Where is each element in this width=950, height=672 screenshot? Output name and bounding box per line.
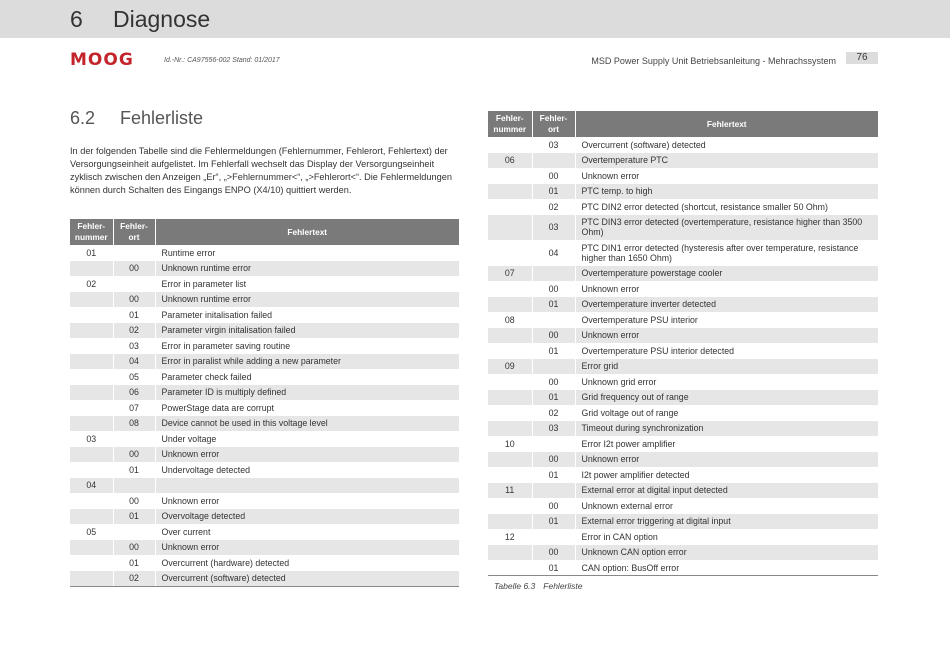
table-row (488, 343, 878, 359)
error-table-left-body (70, 245, 459, 586)
error-text-cell: Timeout during synchronization (575, 421, 878, 437)
error-location-cell: 01 (532, 467, 575, 483)
error-location-cell: 00 (532, 498, 575, 514)
error-number-cell (70, 354, 113, 370)
table-row (70, 261, 459, 277)
error-text-cell: Error in CAN option (581, 531, 658, 542)
error-location-cell (113, 245, 155, 261)
chapter-band (0, 0, 950, 38)
error-number-cell: 03 (70, 431, 113, 447)
table-row (488, 390, 878, 406)
section-heading (70, 108, 203, 129)
section-title: Fehlerliste (120, 108, 204, 128)
error-number-cell (70, 292, 113, 308)
error-number-cell: 09 (488, 359, 532, 375)
error-location-cell: 00 (532, 374, 575, 390)
error-location-cell: 03 (532, 137, 575, 153)
error-number-cell: 11 (488, 483, 532, 499)
error-text-cell: Unknown runtime error (155, 292, 459, 308)
table-row (70, 385, 459, 401)
error-number-cell (488, 297, 532, 313)
error-text-cell: Unknown error (155, 540, 459, 556)
error-number-cell (70, 369, 113, 385)
error-number-cell (488, 184, 532, 200)
error-location-cell (113, 478, 155, 494)
table-row (70, 276, 459, 292)
error-location-cell (532, 153, 575, 169)
error-text-cell: Unknown error (581, 170, 640, 181)
table-row (488, 359, 878, 375)
header-fehlertext: Fehlertext (575, 111, 878, 137)
error-number-cell (488, 281, 532, 297)
error-location-cell: 01 (532, 297, 575, 313)
table-row (70, 524, 459, 540)
error-number-cell (488, 514, 532, 530)
error-location-cell: 01 (532, 514, 575, 530)
table-row (70, 369, 459, 385)
table-row (488, 312, 878, 328)
error-location-cell: 01 (532, 343, 575, 359)
error-location-cell: 02 (113, 323, 155, 339)
error-text-cell: Unknown CAN option error (575, 545, 878, 561)
table-row (70, 540, 459, 556)
error-text-cell: Over current (161, 526, 211, 537)
error-text-cell: Parameter initalisation failed (161, 309, 273, 320)
table-row (70, 509, 459, 525)
error-text-cell: Overcurrent (software) detected (581, 139, 706, 150)
error-location-cell: 01 (113, 509, 155, 525)
error-location-cell: 05 (113, 369, 155, 385)
error-number-cell: 08 (488, 312, 532, 328)
error-location-cell (532, 436, 575, 452)
error-location-cell: 01 (532, 184, 575, 200)
table-row (488, 514, 878, 530)
error-location-cell: 02 (113, 571, 155, 587)
error-location-cell: 01 (113, 555, 155, 571)
error-location-cell (532, 359, 575, 375)
error-text-cell: I2t power amplifier detected (581, 469, 690, 480)
error-number-cell: 04 (70, 478, 113, 494)
section-number: 6.2 (70, 108, 96, 128)
table-row (488, 297, 878, 313)
error-number-cell (70, 307, 113, 323)
table-row (488, 215, 878, 241)
table-row (488, 168, 878, 184)
error-text-cell: Overvoltage detected (155, 509, 459, 525)
error-number-cell (488, 199, 532, 215)
table-row (488, 281, 878, 297)
table-row (70, 338, 459, 354)
table-row (70, 292, 459, 308)
error-number-cell: 07 (488, 266, 532, 282)
header-fehlerort: Fehler- ort (113, 219, 155, 245)
error-location-cell: 02 (532, 199, 575, 215)
error-location-cell: 01 (532, 560, 575, 576)
error-location-cell: 00 (532, 168, 575, 184)
error-text-cell: Unknown error (581, 283, 640, 294)
table-row (70, 245, 459, 261)
error-number-cell (488, 452, 532, 468)
error-text-cell: Error I2t power amplifier (581, 438, 676, 449)
error-text-cell: Parameter virgin initalisation failed (155, 323, 459, 339)
error-number-cell (70, 385, 113, 401)
error-location-cell (113, 524, 155, 540)
error-location-cell: 00 (532, 281, 575, 297)
error-location-cell: 03 (532, 215, 575, 241)
error-text-cell: Overtemperature PTC (575, 153, 878, 169)
error-location-cell: 00 (532, 328, 575, 344)
error-number-cell (488, 328, 532, 344)
table-row (70, 323, 459, 339)
error-text-cell: Under voltage (161, 433, 217, 444)
error-text-cell: Overtemperature inverter detected (575, 297, 878, 313)
error-text-cell: Unknown grid error (581, 376, 657, 387)
header-fehlertext: Fehlertext (155, 219, 459, 245)
table-row (70, 307, 459, 323)
table-row (488, 199, 878, 215)
error-location-cell: 01 (532, 390, 575, 406)
header-fehlernummer: Fehler- nummer (70, 219, 113, 245)
table-row (488, 240, 878, 266)
error-location-cell: 07 (113, 400, 155, 416)
chapter-number: 6 (70, 6, 83, 32)
table-row (70, 447, 459, 463)
error-location-cell: 00 (113, 261, 155, 277)
error-text-cell: Undervoltage detected (161, 464, 251, 475)
error-number-cell (70, 462, 113, 478)
error-text-cell: Error in paralist while adding a new parameter (155, 354, 459, 370)
error-text-cell: External error triggering at digital input (575, 514, 878, 530)
error-text-cell: PTC DIN2 error detected (shortcut, resistance smaller 50 Ohm) (581, 201, 828, 212)
error-number-cell (70, 338, 113, 354)
error-text-cell: Device cannot be used in this voltage level (155, 416, 459, 432)
error-location-cell: 03 (113, 338, 155, 354)
table-row (488, 153, 878, 169)
table-row (488, 452, 878, 468)
table-row (488, 421, 878, 437)
error-text-cell: Parameter ID is multiply defined (155, 385, 459, 401)
intro-paragraph: In der folgenden Tabelle sind die Fehlermeldungen (Fehlernummer, Fehlerort, Fehlertext) der Versorgungseinheit aufgelistet. Im Fehlerfall wechselt das Display der Versorgungseinheit zyklisch zwischen den Anzeigen „Er“, „>Fehlernummer<“, „>Fehlerort<“. Die Fehlermeldungen können durch Schalten des Eingangs ENPO (X4/10) quittiert werden. (70, 146, 452, 195)
table-row (488, 184, 878, 200)
error-location-cell: 00 (532, 452, 575, 468)
error-number-cell (488, 498, 532, 514)
caption-title: Fehlerliste (543, 581, 583, 591)
error-text-cell: Unknown error (575, 328, 878, 344)
error-location-cell: 03 (532, 421, 575, 437)
error-number-cell (488, 168, 532, 184)
error-location-cell: 00 (113, 493, 155, 509)
document-id: Id.-Nr.: CA97556-002 Stand: 01/2017 (164, 57, 280, 64)
table-row (70, 431, 459, 447)
table-row (488, 467, 878, 483)
table-row (488, 405, 878, 421)
error-number-cell (70, 400, 113, 416)
moog-logo: MOOG (70, 50, 134, 70)
error-text-cell (155, 478, 459, 494)
error-location-cell: 02 (532, 405, 575, 421)
error-number-cell (488, 545, 532, 561)
header-fehlernummer: Fehler- nummer (488, 111, 532, 137)
error-text-cell: CAN option: BusOff error (575, 560, 878, 576)
table-row (70, 462, 459, 478)
error-text-cell: PTC DIN3 error detected (overtemperature, resistance higher than 3500 Ohm) (575, 215, 878, 241)
table-row (488, 560, 878, 576)
error-table-right (488, 111, 878, 576)
table-row (70, 354, 459, 370)
table-row (488, 483, 878, 499)
error-number-cell (488, 343, 532, 359)
error-number-cell (488, 560, 532, 576)
error-number-cell (488, 240, 532, 266)
error-location-cell (532, 529, 575, 545)
error-number-cell (70, 540, 113, 556)
error-number-cell (70, 555, 113, 571)
error-location-cell (113, 431, 155, 447)
error-text-cell: Overcurrent (hardware) detected (161, 557, 290, 568)
error-number-cell: 02 (70, 276, 113, 292)
error-text-cell: Unknown error (161, 495, 220, 506)
table-row (488, 328, 878, 344)
table-row (488, 137, 878, 153)
error-table-left (70, 219, 459, 587)
error-text-cell: Unknown error (155, 447, 459, 463)
error-text-cell: Overtemperature PSU interior (581, 314, 698, 325)
table-row (488, 545, 878, 561)
error-text-cell: External error at digital input detected (575, 483, 878, 499)
error-text-cell: Grid voltage out of range (581, 407, 679, 418)
error-location-cell: 04 (532, 240, 575, 266)
error-text-cell: Unknown runtime error (155, 261, 459, 277)
error-location-cell: 00 (113, 292, 155, 308)
error-location-cell: 00 (113, 540, 155, 556)
table-row (488, 266, 878, 282)
table-row (488, 436, 878, 452)
error-text-cell: Overcurrent (software) detected (155, 571, 459, 587)
error-text-cell: Error grid (575, 359, 878, 375)
table-row (488, 498, 878, 514)
error-text-cell: Grid frequency out of range (575, 390, 878, 406)
error-location-cell: 00 (532, 545, 575, 561)
error-text-cell: Parameter check failed (161, 371, 252, 382)
error-text-cell: Overtemperature powerstage cooler (575, 266, 878, 282)
error-number-cell (488, 137, 532, 153)
error-text-cell: Runtime error (161, 247, 216, 258)
error-location-cell: 01 (113, 307, 155, 323)
error-location-cell (113, 276, 155, 292)
error-number-cell (488, 215, 532, 241)
error-number-cell: 01 (70, 245, 113, 261)
page-number: 76 (846, 52, 878, 64)
error-number-cell (70, 323, 113, 339)
table-row (70, 493, 459, 509)
error-number-cell (70, 261, 113, 277)
error-number-cell (488, 467, 532, 483)
error-number-cell (488, 374, 532, 390)
error-number-cell (70, 416, 113, 432)
error-number-cell (70, 571, 113, 587)
error-location-cell (532, 312, 575, 328)
caption-label: Tabelle 6.3 (494, 581, 536, 591)
error-number-cell (70, 509, 113, 525)
header-fehlerort: Fehler- ort (532, 111, 575, 137)
table-row (70, 400, 459, 416)
error-number-cell (488, 421, 532, 437)
table-row (70, 555, 459, 571)
error-table-right-body (488, 137, 878, 576)
error-text-cell: Error in parameter list (161, 278, 247, 289)
error-number-cell: 12 (488, 529, 532, 545)
error-number-cell: 05 (70, 524, 113, 540)
error-location-cell: 06 (113, 385, 155, 401)
table-row (70, 478, 459, 494)
error-location-cell: 08 (113, 416, 155, 432)
table-row (70, 571, 459, 587)
error-text-cell: Unknown external error (581, 500, 673, 511)
table-row (488, 529, 878, 545)
table-row (488, 374, 878, 390)
error-number-cell (70, 447, 113, 463)
table-row (70, 416, 459, 432)
error-number-cell (488, 390, 532, 406)
manual-title: MSD Power Supply Unit Betriebsanleitung - Mehrachssystem (591, 56, 836, 66)
error-text-cell: Overtemperature PSU interior detected (581, 345, 735, 356)
error-location-cell: 00 (113, 447, 155, 463)
error-number-cell (488, 405, 532, 421)
error-location-cell: 04 (113, 354, 155, 370)
table-caption (494, 581, 583, 591)
chapter-title: Diagnose (113, 6, 211, 32)
error-number-cell: 10 (488, 436, 532, 452)
error-location-cell (532, 266, 575, 282)
error-text-cell: PTC temp. to high (575, 184, 878, 200)
error-location-cell (532, 483, 575, 499)
error-number-cell: 06 (488, 153, 532, 169)
error-text-cell: Unknown error (575, 452, 878, 468)
error-number-cell (70, 493, 113, 509)
error-text-cell: PowerStage data are corrupt (161, 402, 274, 413)
error-location-cell: 01 (113, 462, 155, 478)
error-text-cell: PTC DIN1 error detected (hysteresis after over temperature, resistance higher than 1650 Ohm) (581, 242, 859, 263)
error-text-cell: Error in parameter saving routine (161, 340, 291, 351)
